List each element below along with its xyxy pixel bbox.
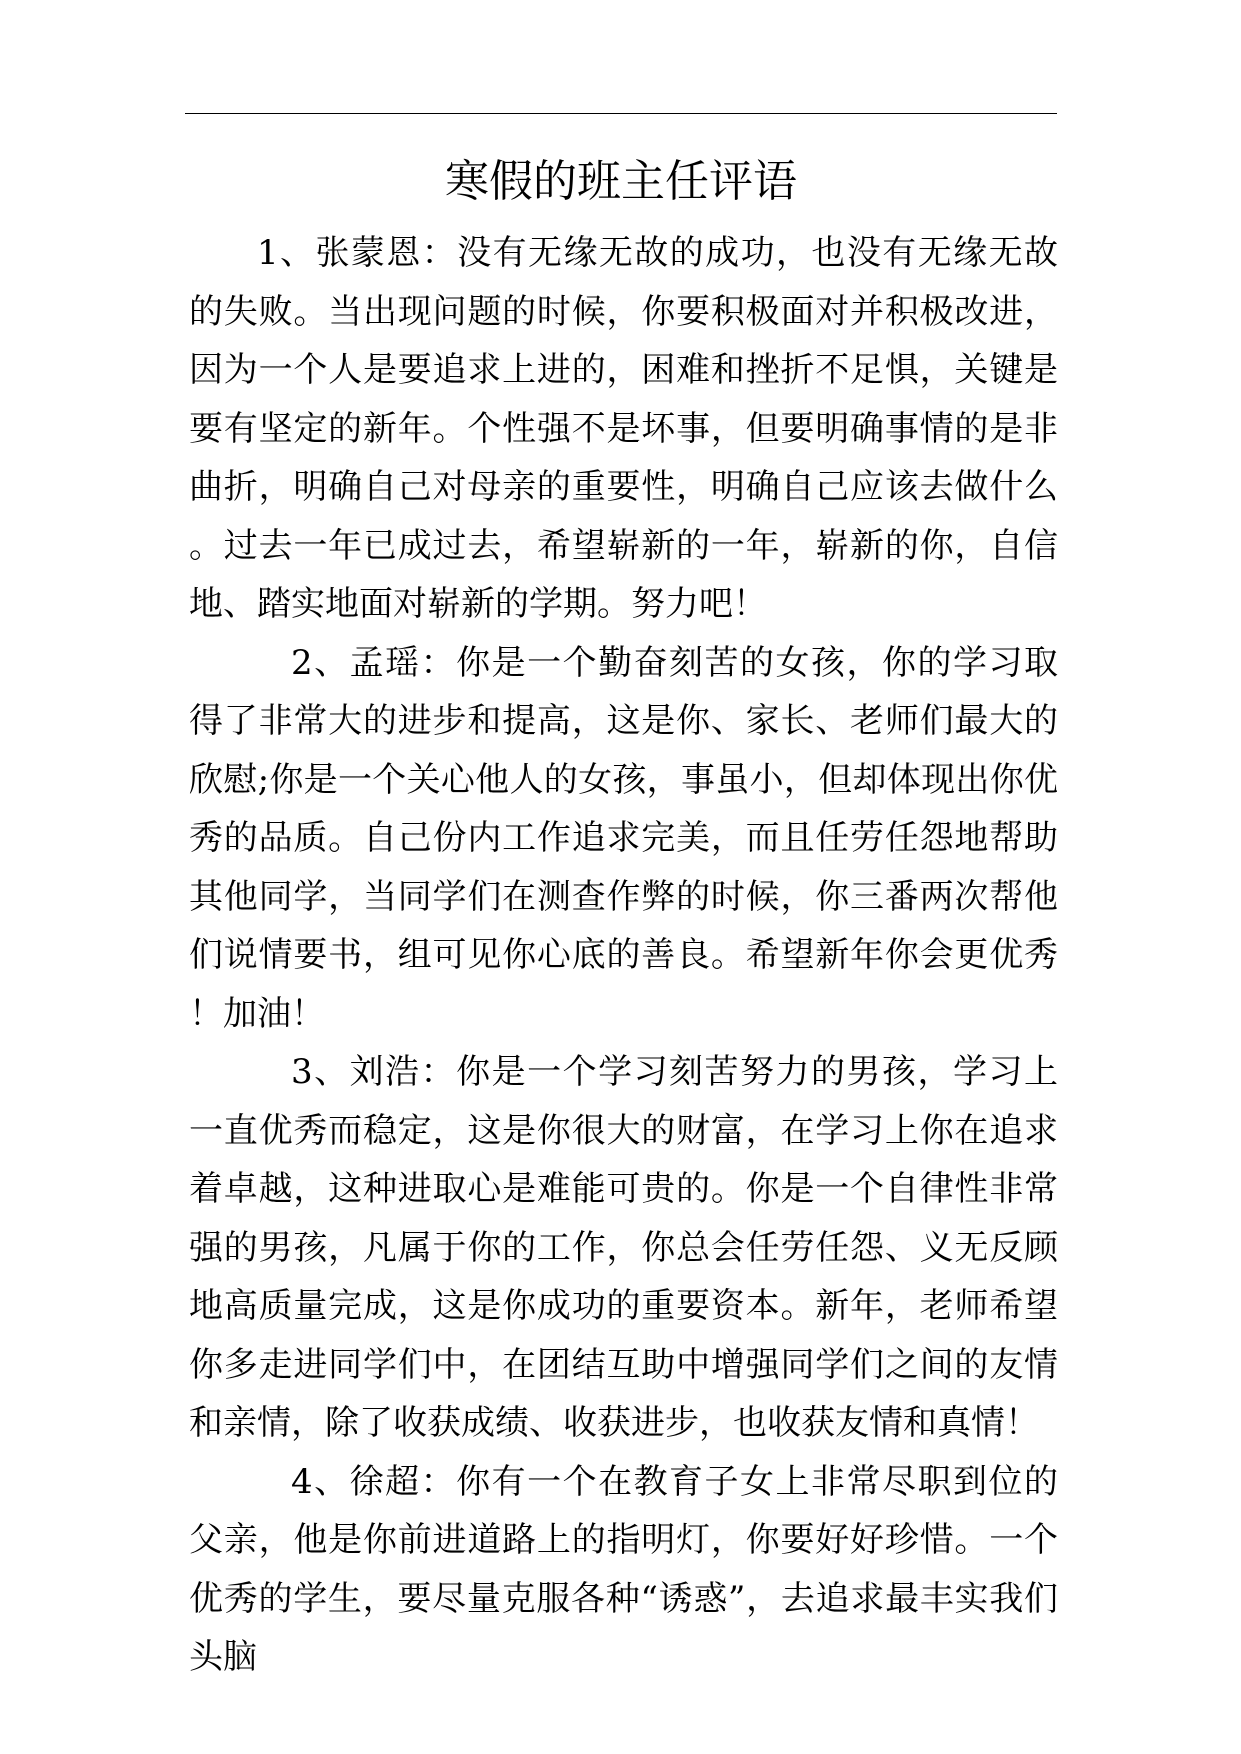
paragraph-2: 2、孟瑶：你是一个勤奋刻苦的女孩，你的学习取得了非常大的进步和提高，这是你、家长、老师们最大的欣慰;你是一个关心他人的女孩，事虽小，但却体现出你优秀的品质。自己份内工作追求完美，而且任劳任怨地帮助其他同学，当同学们在测查作弊的时候，你三番两次帮他们说情要书，组可见你心底的善良。希望新年你会更优秀！加油！ xyxy=(189,642,1059,1034)
paragraph-1: 1、张蒙恩：没有无缘无故的成功，也没有无缘无故的失败。当出现问题的时候，你要积极面对并积极改进，因为一个人是要追求上进的，困难和挫折不足惧，关键是要有坚定的新年。个性强不是坏事，但要明确事情的是非曲折，明确自己对母亲的重要性，明确自己应该去做什么。过去一年已成过去，希望崭新的一年，崭新的你，自信地、踏实地面对崭新的学期。努力吧！ xyxy=(189,233,1058,624)
document-title: 寒假的班主任评语 xyxy=(445,156,797,207)
paragraph-4: 4、徐超：你有一个在教育子女上非常尽职到位的父亲，他是你前进道路上的指明灯，你要好好珍惜。一个优秀的学生，要尽量克服各种“诱惑”，去追求最丰实我们头脑 xyxy=(189,1461,1058,1677)
header-rule xyxy=(185,113,1057,114)
document-body xyxy=(189,224,1058,1687)
paragraph-3: 3、刘浩：你是一个学习刻苦努力的男孩，学习上一直优秀而稳定，这是你很大的财富，在学习上你在追求着卓越，这种进取心是难能可贵的。你是一个自律性非常强的男孩，凡属于你的工作，你总会任劳任怨、义无反顾地高质量完成，这是你成功的重要资本。新年，老师希望你多走进同学们中，在团结互助中增强同学们之间的友情和亲情，除了收获成绩、收获进步，也收获友情和真情！ xyxy=(189,1052,1058,1443)
